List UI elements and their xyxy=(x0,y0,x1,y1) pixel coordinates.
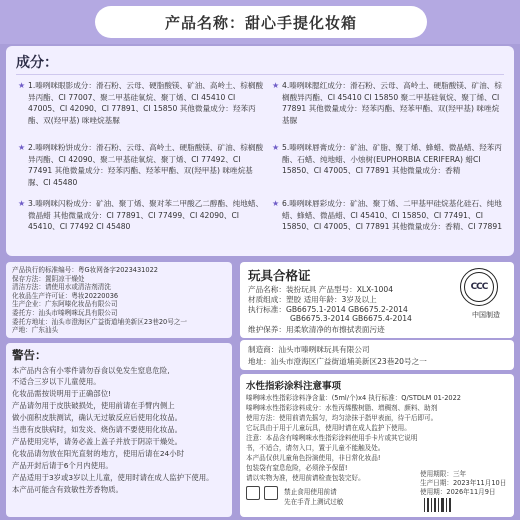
ingredient-text: 嗪咧咪眼影成分：滑石粉、云母、硬脂酸镁、矿油、高岭土、棕榈酸异丙酯、CI 77007、聚二甲基硅氧烷、聚丁烯、CI 45410 CI 47005、CI 42090、CI 77891、CI 15850 其他微量成分：羟苯丙酯、双(羟甲基) 咪唑烷基脲 xyxy=(28,81,264,125)
icon-note: 先在手背上测试过敏 xyxy=(284,498,344,506)
ingredient-item-3 xyxy=(18,198,264,233)
paint-line: 使用方法：使用前请先摇匀，均匀涂抹于指甲表面，待干后即可。 xyxy=(246,414,438,422)
barcode-bar xyxy=(438,498,439,512)
certificate-panel xyxy=(240,262,514,338)
warnings-title: 警告： xyxy=(12,348,47,362)
ingredient-num: 6. xyxy=(282,199,290,208)
ingredient-item-6 xyxy=(272,198,506,233)
barcode-bar xyxy=(431,498,432,512)
star-icon: ★ xyxy=(272,81,280,90)
ingredient-text: 嗪咧咪唇彩成分：矿油、聚丁烯、二甲基甲硅烷基化硅石、纯地蜡、蜂蜡、微晶蜡、CI 45410、CI 15850、CI 77491、CI 15850、CI 47005、CI 77891 其他微量成分：香精、CI 77891 xyxy=(282,199,503,231)
paint-line: 书，不适合，请勿入口，置于儿童不能触及处。 xyxy=(246,444,385,452)
info-line: 委托方：汕头市嗪咧咪玩具有限公司 xyxy=(12,308,118,317)
star-icon: ★ xyxy=(18,81,26,90)
paint-line: 包装袋有窒息危险，必须徐予保留! xyxy=(246,464,348,472)
warning-line: 产品使用完毕，请务必盖上盖子并放于阴凉干燥处。 xyxy=(12,437,182,446)
ccc-logo-icon xyxy=(460,268,498,306)
info-line: 生产企业：广东阿嗪化妆品有限公司 xyxy=(12,300,118,309)
ingredient-text: 嗪咧咪闪粉成分：矿油、聚丁烯、聚对苯二甲酸乙二醇酯、纯地蜡、微晶蜡 其他微量成分：CI 77891、CI 77499、CI 42090、CI 45410、CI 77492 CI 45480 xyxy=(28,199,264,231)
cert-line: 执行标准：GB6675.1-2014 GB6675.2-2014 xyxy=(248,305,408,314)
info-line: 化妆品生产许可证：粤妆20220036 xyxy=(12,291,119,300)
barcode-bar xyxy=(434,498,436,512)
manufacturer-line: 制造商：汕头市嗪咧咪玩具有限公司 xyxy=(248,345,370,354)
paint-line: 请以实物为准，使用前请检查包装完好。 xyxy=(246,474,365,482)
info-line: 保存方法：置阴凉干燥处 xyxy=(12,274,85,283)
ingredients-title: 成分： xyxy=(16,55,58,71)
warning-line: 不适合三岁以下儿童使用。 xyxy=(12,377,101,386)
ingredient-item-1 xyxy=(18,80,264,126)
cert-line: GB6675.3-2014 GB6675.4-2014 xyxy=(290,314,412,323)
shelf-life: 使用期限：三年 xyxy=(420,470,467,478)
warnings-panel xyxy=(6,343,232,517)
ingredients-panel xyxy=(6,46,514,256)
ingredient-num: 1. xyxy=(28,81,36,90)
warning-line: 化妆品需按说明用于正确部位! xyxy=(12,389,112,398)
paint-line: 注意：本品含有嗪咧咪水性指彩涂料使用手卡片或其它说明 xyxy=(246,434,418,442)
warning-line: 产品开封后请于6个月内使用。 xyxy=(12,461,113,470)
ingredient-item-5 xyxy=(272,142,506,177)
star-icon: ★ xyxy=(272,143,280,152)
barcode-bar xyxy=(441,498,444,512)
ingredient-item-4 xyxy=(272,80,506,126)
paint-line: 嗪咧咪水性指彩涂料成分：水性丙烯酸树脂、增稠剂、颜料、助剂 xyxy=(246,404,438,412)
warning-line: 做小面积皮肤测试，确认无过敏反应后使用化妆品。 xyxy=(12,413,182,422)
info-line: 清洁方法：请使用水或清洁剂清洗 xyxy=(12,283,111,292)
paint-line: 嗪咧咪水性指彩涂料净含量：(5ml/个)x4 执行标准：Q/STDLM 01-2022 xyxy=(246,394,462,402)
barcode-bar xyxy=(424,498,425,512)
info-line: 产品执行的标准编号：粤G妆网备字2023431022 xyxy=(12,266,158,274)
certificate-title: 玩具合格证 xyxy=(248,268,311,283)
warning-line: 产品适用于3岁或3岁以上儿童，使用时请在成人监护下使用。 xyxy=(12,473,214,482)
info-line: 委托方地址：汕头市澄海区广益街道埔美新区23巷20号之一 xyxy=(12,317,188,326)
ingredient-num: 3. xyxy=(28,199,36,208)
food-safe-icon xyxy=(246,486,260,500)
warning-line: 产品请勿用于皮肤破损处，使用前请在手臂内侧上 xyxy=(12,401,175,410)
cert-line: 材质组成：塑胶 适用年龄：3岁及以上 xyxy=(248,295,377,304)
info-line: 产地：广东汕头 xyxy=(12,326,59,335)
barcode-bar xyxy=(427,498,429,512)
dates-block xyxy=(420,470,506,497)
cert-line: 维护保养：用柔软清净的布擦拭表面污迹 xyxy=(248,325,385,334)
cert-line: 产品名称：装扮玩具 产品型号：XLX-1004 xyxy=(248,285,394,294)
ingredient-text: 嗪咧咪粉饼成分：滑石粉、云母、高岭土、硬脂酸镁、矿油、棕榈酸异丙酯、CI 42090、聚二甲基硅氧烷、聚丁烯、CI 77492、CI 77491 其他微量成分：羟苯丙酯、羟苯甲酯、双(羟甲基) 咪唑烷基脲、CI 45480 xyxy=(28,143,264,187)
nail-paint-panel xyxy=(240,374,514,517)
header-bar xyxy=(0,0,520,44)
ingredient-num: 4. xyxy=(282,81,290,90)
barcode-bar xyxy=(449,498,451,512)
warning-line: 当患有皮肤病时，如发炎、烧伤请不要使用化妆品。 xyxy=(12,425,182,434)
manufacturer-address-panel xyxy=(240,340,514,370)
star-icon: ★ xyxy=(18,199,26,208)
paint-line: 本产品仅供儿童角色扮演使用，非日常化妆品! xyxy=(246,454,381,462)
ingredient-num: 5. xyxy=(282,143,290,152)
paint-line: 它玩具由于用于儿童玩具，使用时请在成人监护下使用。 xyxy=(246,424,411,432)
ingredient-text: 嗪咧咪腮红成分：滑石粉、云母、高岭土、硬脂酸镁、矿油、棕榈酸异丙酯、CI 45410 CI 15850 聚二甲基硅氧烷、聚丁烯、CI 77891 其他微量成分：羟苯丙酯、羟苯甲酯、双(羟甲基) 咪唑烷基脲 xyxy=(282,81,502,125)
warning-line: 本产品内含有小零件请勿吞食以免发生窒息危险, xyxy=(12,366,170,375)
product-info-block xyxy=(6,262,232,338)
star-icon: ★ xyxy=(18,143,26,152)
star-icon: ★ xyxy=(272,199,280,208)
product-title: 产品名称：甜心手提化妆箱 xyxy=(95,6,427,38)
address-line: 地址：汕头市澄海区广益街道埔美新区23巷20号之一 xyxy=(248,357,427,366)
icon-note: 禁止食用使用前请 xyxy=(284,488,337,496)
warning-line: 化妆品请勿放在阳光直射的地方，使用后请在24小时 xyxy=(12,449,185,458)
expiry-date: 使用期：2026年11月9日 xyxy=(420,488,496,496)
ingredients-divider xyxy=(16,74,504,75)
ingredient-text: 嗪咧咪唇膏成分：矿油、矿脂、聚丁烯、蜂蜡、微晶蜡、羟苯丙酯、石蜡、纯地蜡、小烛树(EUPHORBIA CERIFERA) 蜡CI 15850、CI 47005、CI 77891 其他微量成分：香精 xyxy=(282,143,502,175)
barcode-bar xyxy=(446,498,447,512)
nail-paint-title: 水性指彩涂料注意事项 xyxy=(246,381,342,392)
adult-supervision-icon xyxy=(264,486,278,500)
ccc-logo-text: CCC xyxy=(464,272,494,302)
made-in-china-label: 中国制造 xyxy=(472,311,500,319)
warning-line: 本产品可能含有致敏性芳香物质。 xyxy=(12,485,123,494)
ingredient-item-2 xyxy=(18,142,264,188)
ingredient-num: 2. xyxy=(28,143,36,152)
production-date: 生产日期：2023年11月10日 xyxy=(420,479,507,487)
